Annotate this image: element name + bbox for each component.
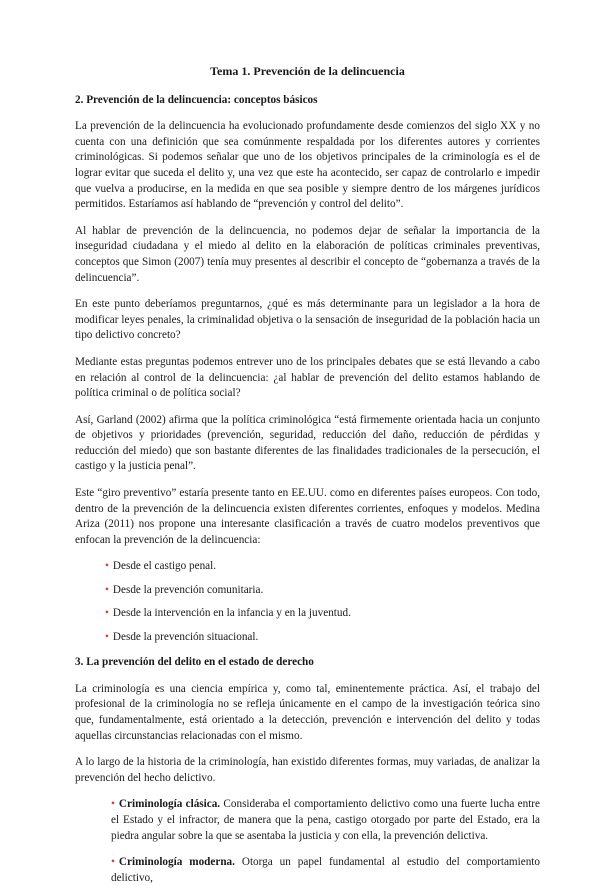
bullet-icon: • [105, 560, 109, 573]
school-term: Criminología clásica. [118, 798, 221, 811]
bullet-icon: • [105, 607, 109, 620]
list-item [105, 606, 540, 622]
list-item-text: Desde el castigo penal. [112, 560, 217, 573]
bullet-icon: • [105, 630, 109, 643]
section-3-paragraph-2: A lo largo de la historia de la criminología, han existido diferentes formas, muy variadas, de analizar la prevención del hecho delictivo. [75, 756, 540, 784]
list-item-text: Desde la prevención situacional. [112, 630, 259, 643]
section-2-paragraph-2: Al hablar de prevención de la delincuencia, no podemos dejar de señalar la importancia de la inseguridad ciudadana y el miedo al delito en la elaboración de políticas criminales preventivas, conceptos que Simon (2007) tenía muy presentes al describir el concepto de “gobernanza a través de la delincuencia”. [75, 224, 540, 284]
section-2-paragraph-6: Este “giro preventivo” estaría presente tanto en EE.UU. como en diferentes países europeos. Con todo, dentro de la prevención de la delincuencia existen diferentes corrientes, enfoques y modelos. Medina Ariza (2011) nos propone una interesante clasificación a través de cuatro modelos preventivos que enfocan la prevención de la delincuencia: [75, 487, 540, 546]
section-2-paragraph-1: La prevención de la delincuencia ha evolucionado profundamente desde comienzos del siglo XX y no cuenta con una definición que sea comúnmente respaldada por los diferentes autores y corrientes criminológicas. Si podemos señalar que uno de los objetivos principales de la criminología es el de lograr evitar que suceda el delito y, una vez que este ha acontecido, ser capaz de controlarlo e impedir que vuelva a producirse, en la medida en que sea posible y siempre dentro de los márgenes jurídicos permitidos. Estaríamos así hablando de “prevención y control del delito”. [75, 120, 540, 211]
school-description: Consideraba el comportamiento delictivo como una fuerte lucha entre el Estado y el infractor, de manera que la pena, castigo otorgado por parte del Estado, era la piedra angular sobre la que se asentaba la justicia y con ella, la prevención delictiva. [111, 798, 540, 842]
section-2-paragraph-3: En este punto deberíamos preguntarnos, ¿qué es más determinante para un legislador a la hora de modificar leyes penales, la criminalidad objetiva o la sensación de inseguridad de la población hacia un tipo delictivo concreto? [75, 298, 540, 342]
list-item [111, 855, 540, 886]
school-term: Criminología moderna. [118, 856, 235, 869]
section-2-paragraph-5: Así, Garland (2002) afirma que la política criminológica “está firmemente orientada hacia un conjunto de objetivos y prioridades (prevención, seguridad, reducción del daño, reducción de pérdidas y reducción del miedo) que son bastante diferentes de las finalidades tradicionales de la persecución, el castigo y la justicia penal”. [75, 413, 540, 473]
school-description: Otorga un papel fundamental al estudio del comportamiento delictivo, [111, 856, 540, 884]
bullet-icon: • [105, 583, 109, 596]
bullet-icon: • [111, 856, 115, 869]
criminology-schools-list [75, 797, 540, 886]
list-item-text: Desde la prevención comunitaria. [112, 583, 264, 596]
page-title: Tema 1. Prevención de la delincuencia [210, 64, 405, 78]
section-3-heading: 3. La prevención del delito en el estado de derecho [75, 656, 314, 669]
list-item-text: Desde la intervención en la infancia y en la juventud. [112, 607, 351, 620]
preventive-models-list [75, 559, 540, 645]
list-item [111, 797, 540, 844]
section-2-heading: 2. Prevención de la delincuencia: conceptos básicos [75, 93, 318, 106]
bullet-icon: • [111, 798, 115, 811]
list-item [105, 559, 540, 575]
list-item [105, 630, 540, 646]
list-item [105, 583, 540, 599]
section-2-paragraph-4: Mediante estas preguntas podemos entrever uno de los principales debates que se está llevando a cabo en relación al control de la delincuencia: ¿al hablar de prevención del delito estamos hablando de política criminal o de política social? [75, 355, 540, 400]
section-3-paragraph-1: La criminología es una ciencia empírica y, como tal, eminentemente práctica. Así, el trabajo del profesional de la criminología no se refleja únicamente en el campo de la investigación teórica sino que, fundamentalmente, está orientado a la detección, prevención e intervención del delito y todas aquellas circunstancias relacionadas con el mismo. [75, 682, 540, 742]
